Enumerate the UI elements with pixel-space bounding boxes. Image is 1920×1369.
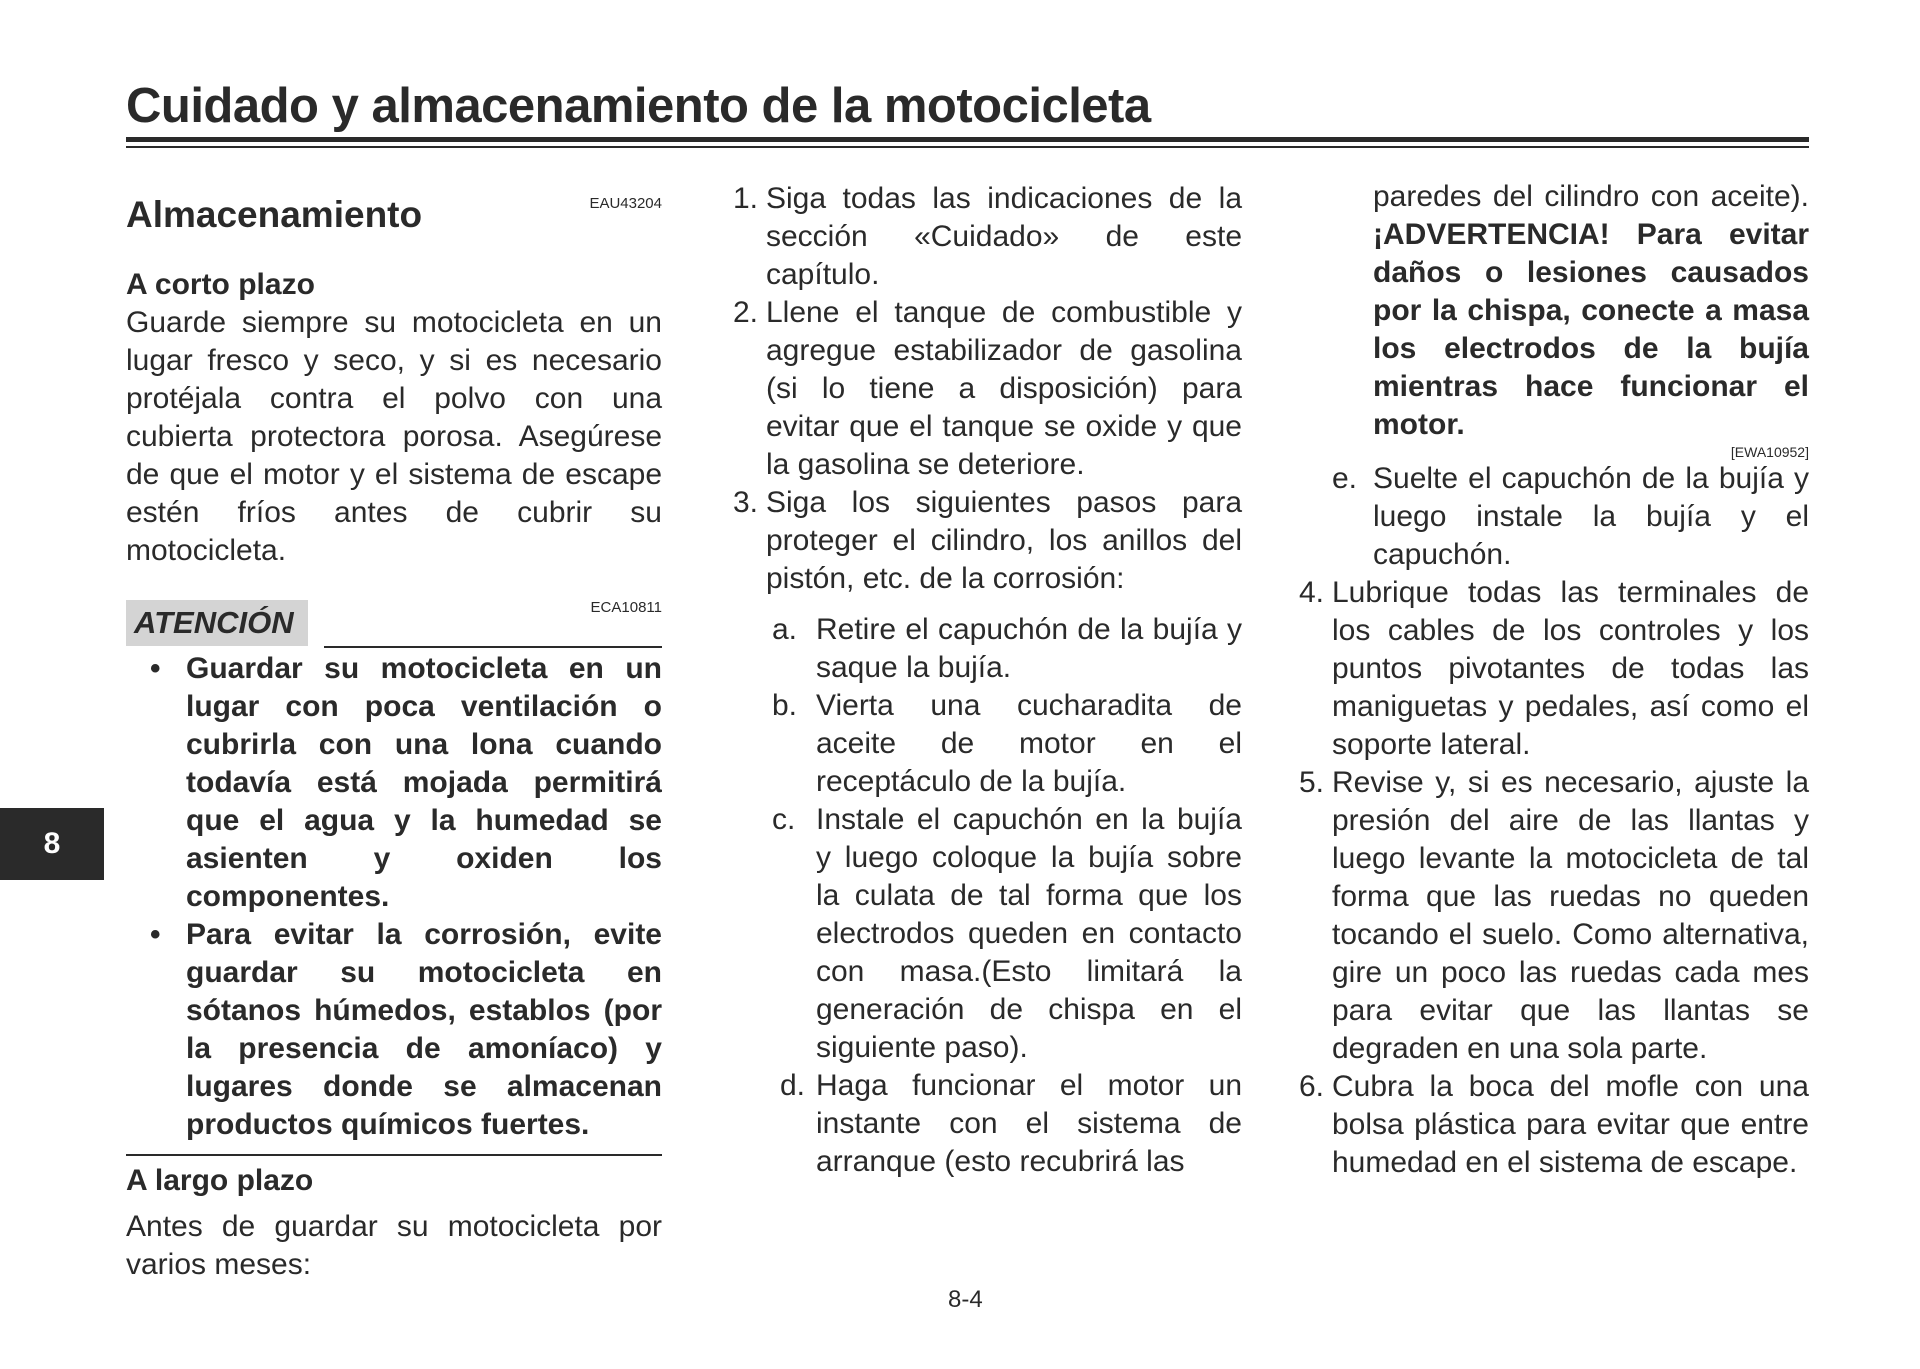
short-term-text: Guarde siempre su motocicleta en un lugar fresco y seco, y si es necesario protéjala contra el polvo con una cubierta protectora porosa. Asegúrese de que el motor y el sistema de escape estén fríos antes de cubrir su motocicleta. [126, 306, 662, 567]
substep-list [724, 611, 1242, 1181]
caution-item-text: Para evitar la corrosión, evite guardar su motocicleta en sótanos húmedos, establos (por la presencia de amoníaco) y lugares donde se almacenan productos químicos fuertes. [186, 918, 662, 1141]
long-term-text: Antes de guardar su motocicleta por varios meses: [126, 1210, 662, 1281]
bullet-icon: • [150, 652, 161, 685]
column-left [126, 190, 662, 1284]
bullet-icon: • [150, 918, 161, 951]
warning-text: ¡ADVERTENCIA! Para evitar daños o lesiones causados por la chispa, conecte a masa los electrodos de la bujía mientras hace funcionar el motor. [1373, 218, 1809, 441]
short-term-title: A corto plazo [126, 268, 315, 301]
column-middle [724, 180, 1242, 1181]
step-text: Cubra la boca del mofle con una bolsa plástica para evitar que entre humedad en el sistema de escape. [1332, 1070, 1809, 1179]
caution-header [126, 600, 662, 648]
substep-item [724, 611, 1242, 687]
step-text: Llene el tanque de combustible y agregue estabilizador de gasolina (si lo tiene a disposición) para evitar que el tanque se oxide y que la gasolina se deteriore. [766, 296, 1242, 481]
substep-letter: c. [772, 803, 796, 836]
substep-letter: b. [772, 689, 798, 722]
step-text: Siga los siguientes pasos para proteger el cilindro, los anillos del pistón, etc. de la corrosión: [766, 486, 1242, 595]
step-item [724, 484, 1242, 598]
substep-item [724, 687, 1242, 801]
caution-rule [324, 646, 662, 648]
long-term-title: A largo plazo [126, 1164, 314, 1197]
substep-text: Instale el capuchón en la bujía y luego coloque la bujía sobre la culata de tal forma que los electrodos queden en contacto con masa.(Esto limitará la generación de chispa en el siguiente paso). [816, 803, 1242, 1064]
substep-item [1290, 460, 1809, 574]
chapter-tab: 8 [0, 808, 104, 880]
step-number: 6. [1298, 1070, 1324, 1103]
caution-label: ATENCIÓN [126, 600, 308, 646]
substep-item [724, 801, 1242, 1067]
caution-item-text: Guardar su motocicleta en un lugar con poca ventilación o cubrirla con una lona cuando todavía está mojada permitirá que el agua y la humedad se asienten y oxiden los componentes. [186, 652, 662, 913]
caution-list [126, 650, 662, 1144]
caution-item [126, 650, 662, 916]
step-number: 1. [732, 182, 758, 215]
substep-text: Suelte el capuchón de la bujía y luego instale la bujía y el capuchón. [1373, 462, 1809, 571]
step-number: 5. [1298, 766, 1324, 799]
step-text: Lubrique todas las terminales de los cables de los controles y los puntos pivotantes de todas las maniguetas y pedales, así como el soporte lateral. [1332, 576, 1809, 761]
step-item [1290, 574, 1809, 764]
substep-text: Haga funcionar el motor un instante con el sistema de arranque (esto recubrirá las [816, 1069, 1242, 1178]
section-code: EAU43204 [589, 195, 662, 212]
step-item [1290, 1068, 1809, 1182]
step-item [724, 180, 1242, 294]
substep-text: Vierta una cucharadita de aceite de motor en el receptáculo de la bujía. [816, 689, 1242, 798]
caution-code: ECA10811 [590, 599, 662, 616]
step-text: Siga todas las indicaciones de la sección «Cuidado» de este capítulo. [766, 182, 1242, 291]
step-item [1290, 764, 1809, 1068]
column-right [1290, 178, 1809, 1182]
substep-letter: d. [780, 1069, 806, 1102]
step-number: 4. [1298, 576, 1324, 609]
page-number: 8-4 [948, 1286, 983, 1313]
step-number: 3. [732, 486, 758, 519]
step-item [724, 294, 1242, 484]
substep-continuation [1290, 178, 1809, 444]
substep-text: Retire el capuchón de la bujía y saque la bujía. [816, 613, 1242, 684]
continuation-text: paredes del cilindro con aceite). [1373, 180, 1809, 213]
step-text: Revise y, si es necesario, ajuste la presión del aire de las llantas y luego levante la motocicleta de tal forma que las ruedas no queden tocando el suelo. Como alternativa, gire un poco las ruedas cada mes para evitar que las llantas se degraden en una sola parte. [1332, 766, 1809, 1065]
substep-item [724, 1067, 1242, 1181]
section-title: Almacenamiento [126, 194, 423, 235]
caution-end-rule [126, 1154, 662, 1156]
warning-code: [EWA10952] [1730, 444, 1809, 460]
title-rule [126, 137, 1809, 142]
substep-letter: a. [772, 613, 798, 646]
substep-letter: e. [1332, 462, 1358, 495]
caution-item [126, 916, 662, 1144]
title-rule-thin [126, 146, 1809, 148]
page-title: Cuidado y almacenamiento de la motocicleta [126, 79, 1151, 133]
step-number: 2. [732, 296, 758, 329]
